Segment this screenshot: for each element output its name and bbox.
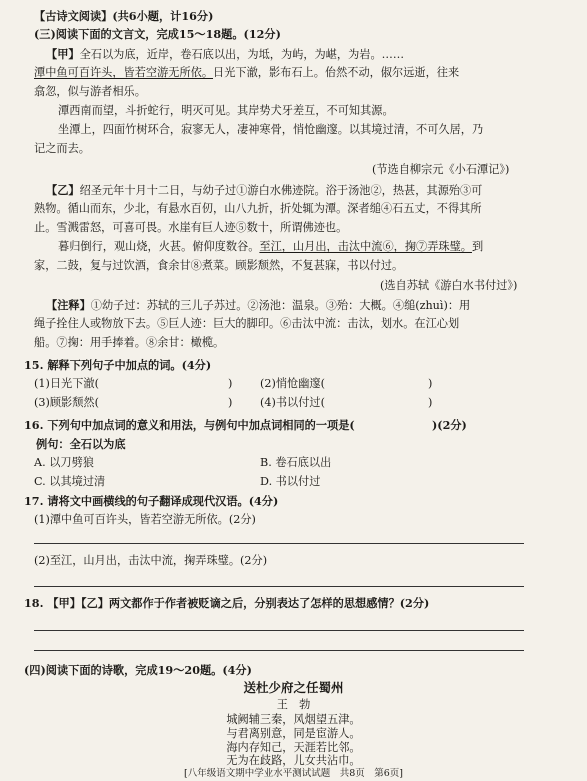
part4-title: (四)阅读下面的诗歌，完成19～20题。(4分): [24, 663, 252, 677]
q16-option-d: D. 书以付过: [260, 475, 321, 488]
q15-stem: 15. 解释下列句子中加点的词。(4分): [24, 358, 212, 372]
q15-item-4-close: ): [428, 396, 433, 409]
yi-source: (选自苏轼《游白水书付过》): [380, 279, 518, 292]
poem-line-3: 海内存知己，天涯若比邻。: [226, 741, 361, 754]
page-footer: [八年级语文期中学业水平测试试题 共8页 第6页]: [183, 768, 403, 779]
yi-text-4a: 暮归倒行，观山烧，火甚。俯仰度数谷。: [58, 240, 260, 253]
jia-line-1: [46, 46, 404, 63]
jia-text-2: 日光下澈，影布石上。佁然不动，俶尔远逝，往来: [213, 66, 460, 79]
jia-source: (节选自柳宗元《小石潭记》): [372, 163, 510, 176]
q16-example: [36, 436, 126, 453]
yi-text-4c: 到: [471, 240, 484, 253]
q18-stem: 18. 【甲】【乙】两文都作于作者被贬谪之后，分别表达了怎样的思想感情？(2分): [24, 596, 430, 610]
q16-stem-end: )(2分): [432, 418, 467, 432]
poem-line-4: 无为在歧路，儿女共沾巾。: [226, 754, 361, 767]
yi-text-1: 绍圣元年十月十二日，与幼子过①游白水佛迹院。浴于汤池②，热甚，其源殆③可: [79, 184, 483, 197]
jia-label: 【甲】: [46, 47, 80, 61]
q15-item-2-close: ): [428, 377, 433, 390]
yi-underlined-sentence: 至江，山月出，击汰中流⑥，掬⑦弄珠璧。: [259, 240, 472, 253]
jia-line-4: 潭西南而望，斗折蛇行，明灭可见。其岸势犬牙差互，不可知其源。: [58, 104, 394, 117]
q18-answer-line-1[interactable]: [34, 630, 524, 631]
poem-line-1: 城阙辅三秦，风烟望五津。: [226, 713, 361, 726]
jia-text-1: 全石以为底，近岸，卷石底以出，为坻，为屿，为嵁，为岩。……: [79, 48, 405, 61]
yi-line-1: [46, 182, 482, 199]
note-line-2: 绳子拴住人或物放下去。⑤巨人迹：巨大的脚印。⑥击汰中流：击汰，划水。在江心划: [34, 317, 460, 330]
poem-line-2: 与君离别意，同是宦游人。: [226, 727, 361, 740]
jia-line-5: 坐潭上，四面竹树环合，寂寥无人，凄神寒骨，悄怆幽邃。以其境过清，不可久居，乃: [58, 123, 484, 136]
q17-answer-line-2[interactable]: [34, 586, 524, 587]
q18-answer-line-2[interactable]: [34, 650, 524, 651]
q16-example-text: 例句：全石以为底: [36, 437, 126, 451]
poem-title: 送杜少府之任蜀州: [243, 680, 344, 695]
jia-line-2: [34, 65, 459, 81]
yi-line-4: [58, 239, 483, 255]
q15-item-3: (3)顾影颓然(: [34, 396, 99, 409]
q16-option-c: C. 以其境过清: [34, 475, 106, 488]
q15-item-3-close: ): [228, 396, 233, 409]
poem-author: 王 勃: [276, 698, 311, 711]
part3-title: (三)阅读下面的文言文，完成15～18题。(12分): [34, 27, 281, 41]
jia-underlined-sentence: 潭中鱼可百许头，皆若空游无所依。: [34, 66, 214, 79]
note-text-1: ①幼子过：苏轼的三儿子苏过。②汤池：温泉。③殆：大概。④缒(zhuì)：用: [90, 299, 471, 312]
jia-line-6: 记之而去。: [34, 142, 90, 155]
q17-answer-line-1[interactable]: [34, 543, 524, 544]
q16-option-b: B. 卷石底以出: [260, 456, 332, 469]
section-header: 【古诗文阅读】(共6小题，计16分): [34, 9, 214, 23]
q17-sub-2: (2)至江，山月出，击汰中流，掬弄珠璧。(2分): [34, 554, 268, 567]
note-line-1: [46, 297, 470, 314]
q15-item-4: (4)书以付过(: [260, 396, 325, 409]
note-label: 【注释】: [46, 298, 91, 312]
q16-option-a: A. 以刀劈狼: [34, 456, 94, 469]
yi-line-5: 家，二鼓，复与过饮酒，食余甘⑧煮菜。顾影颓然，不复甚寐，书以付过。: [34, 259, 404, 272]
q15-item-2: (2)悄怆幽邃(: [260, 377, 325, 390]
q15-item-1-close: ): [228, 377, 233, 390]
jia-line-3: 翕忽，似与游者相乐。: [34, 85, 146, 98]
yi-line-2: 熟物。循山而东，少北，有悬水百仞，山八九折，折处辄为潭。深者缒④石五丈，不得其所: [34, 202, 482, 215]
yi-line-3: 止。雪溅雷怒，可喜可畏。水崖有巨人迹⑤数十，所谓佛迹也。: [34, 221, 348, 234]
q16-stem: 16. 下列句中加点词的意义和用法，与例句中加点词相同的一项是(: [24, 418, 355, 432]
q15-item-1: (1)日光下澈(: [34, 377, 99, 390]
q17-sub-1: (1)潭中鱼可百许头，皆若空游无所依。(2分): [34, 513, 256, 526]
note-line-3: 船。⑦掬：用手捧着。⑧余甘：橄榄。: [34, 336, 225, 349]
q17-stem: 17. 请将文中画横线的句子翻译成现代汉语。(4分): [24, 494, 279, 508]
yi-label: 【乙】: [46, 183, 80, 197]
